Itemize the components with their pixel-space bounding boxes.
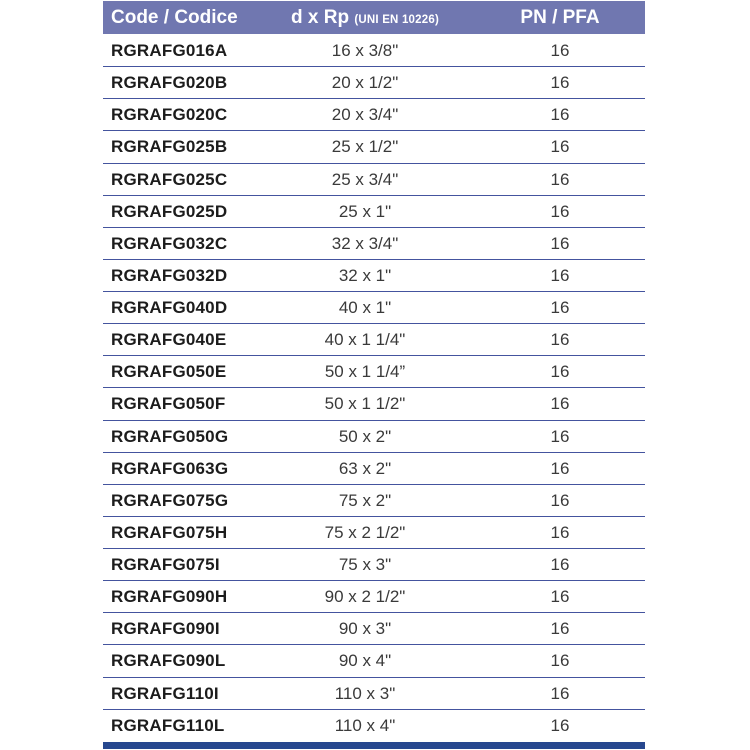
row-code: RGRAFG090H <box>111 587 228 607</box>
header-d-x-rp-label: d x Rp <box>291 7 350 28</box>
table-row <box>103 516 645 548</box>
table-header <box>103 1 645 34</box>
row-code: RGRAFG050F <box>111 394 226 414</box>
row-size: 20 x 1/2" <box>331 73 399 93</box>
row-code: RGRAFG040E <box>111 330 227 350</box>
row-code: RGRAFG032D <box>111 265 228 285</box>
row-code: RGRAFG050G <box>111 426 229 446</box>
row-code: RGRAFG020C <box>111 105 228 125</box>
row-pn: 16 <box>550 265 570 285</box>
table-body <box>103 34 645 741</box>
table-bottom-bar <box>103 742 645 749</box>
table-row <box>103 355 645 387</box>
row-size: 90 x 4" <box>338 651 392 671</box>
row-size: 40 x 1" <box>338 298 392 318</box>
row-pn: 16 <box>550 201 570 221</box>
row-pn: 16 <box>550 555 570 575</box>
row-size: 25 x 3/4" <box>331 169 399 189</box>
table-row <box>103 195 645 227</box>
row-size: 40 x 1 1/4" <box>324 330 406 350</box>
row-size: 90 x 3" <box>338 619 392 639</box>
row-pn: 16 <box>550 394 570 414</box>
row-pn: 16 <box>550 458 570 478</box>
table-row <box>103 644 645 676</box>
row-pn: 16 <box>550 715 570 735</box>
row-code: RGRAFG110I <box>111 683 219 703</box>
row-pn: 16 <box>550 73 570 93</box>
row-code: RGRAFG075I <box>111 555 220 575</box>
row-code: RGRAFG050E <box>111 362 227 382</box>
table-row <box>103 291 645 323</box>
row-pn: 16 <box>550 105 570 125</box>
row-pn: 16 <box>550 233 570 253</box>
row-pn: 16 <box>550 426 570 446</box>
row-size: 25 x 1/2" <box>331 137 399 157</box>
table-row <box>103 612 645 644</box>
table-row <box>103 34 645 66</box>
row-code: RGRAFG040D <box>111 298 228 318</box>
row-code: RGRAFG090I <box>111 619 220 639</box>
row-pn: 16 <box>550 362 570 382</box>
row-pn: 16 <box>550 651 570 671</box>
table-row <box>103 484 645 516</box>
row-pn: 16 <box>550 490 570 510</box>
row-pn: 16 <box>550 298 570 318</box>
product-spec-table <box>103 1 645 749</box>
row-code: RGRAFG016A <box>111 40 228 60</box>
table-row <box>103 323 645 355</box>
table-row <box>103 548 645 580</box>
row-size: 16 x 3/8" <box>331 40 399 60</box>
table-row <box>103 420 645 452</box>
row-code: RGRAFG090L <box>111 651 226 671</box>
row-size: 32 x 3/4" <box>331 233 399 253</box>
row-size: 110 x 3" <box>334 683 396 703</box>
table-row <box>103 677 645 709</box>
row-size: 25 x 1" <box>338 201 392 221</box>
row-pn: 16 <box>550 587 570 607</box>
row-pn: 16 <box>550 619 570 639</box>
row-code: RGRAFG025C <box>111 169 228 189</box>
row-size: 75 x 2" <box>338 490 392 510</box>
table-row <box>103 163 645 195</box>
header-code-codice: Code / Codice <box>111 7 238 28</box>
row-code: RGRAFG075H <box>111 522 228 542</box>
row-code: RGRAFG020B <box>111 73 228 93</box>
table-row <box>103 66 645 98</box>
row-code: RGRAFG025B <box>111 137 228 157</box>
row-size: 50 x 1 1/4” <box>324 362 406 382</box>
header-pn-pfa: PN / PFA <box>520 7 600 28</box>
row-size: 75 x 3" <box>338 555 392 575</box>
row-size: 20 x 3/4" <box>331 105 399 125</box>
row-pn: 16 <box>550 169 570 189</box>
row-size: 63 x 2" <box>338 458 392 478</box>
header-d-x-rp <box>255 8 475 27</box>
table-row <box>103 580 645 612</box>
row-code: RGRAFG032C <box>111 233 228 253</box>
row-code: RGRAFG025D <box>111 201 228 221</box>
table-row <box>103 130 645 162</box>
row-pn: 16 <box>550 522 570 542</box>
row-size: 50 x 2" <box>338 426 392 446</box>
table-row <box>103 98 645 130</box>
row-size: 50 x 1 1/2" <box>324 394 406 414</box>
table-row <box>103 709 645 741</box>
row-size: 90 x 2 1/2" <box>324 587 406 607</box>
row-size: 32 x 1" <box>338 265 392 285</box>
table-row <box>103 387 645 419</box>
table-row <box>103 452 645 484</box>
row-pn: 16 <box>550 330 570 350</box>
row-pn: 16 <box>550 40 570 60</box>
table-row <box>103 227 645 259</box>
row-code: RGRAFG110L <box>111 715 225 735</box>
row-code: RGRAFG063G <box>111 458 229 478</box>
row-pn: 16 <box>550 683 570 703</box>
row-code: RGRAFG075G <box>111 490 229 510</box>
table-row <box>103 259 645 291</box>
row-pn: 16 <box>550 137 570 157</box>
header-d-x-rp-standard: (UNI EN 10226) <box>354 14 439 26</box>
row-size: 110 x 4" <box>334 715 396 735</box>
row-size: 75 x 2 1/2" <box>324 522 406 542</box>
